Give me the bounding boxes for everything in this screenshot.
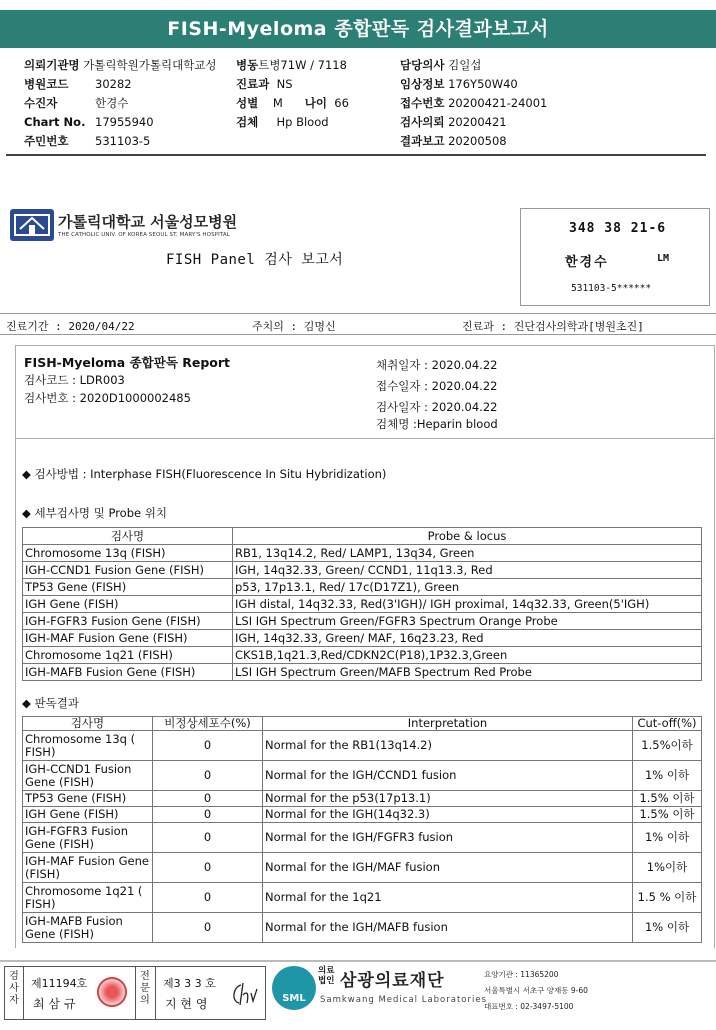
specimen-label: 검체 [236, 115, 259, 129]
test-code: 검사코드 : LDR003 [24, 373, 125, 387]
report-title: FISH-Myeloma 종합판독 Report [24, 355, 231, 370]
table-row: IGH-MAFB Fusion Gene (FISH) LSI IGH Spectrum Green/MAFB Spectrum Red Probe [23, 664, 702, 681]
footer-rule [0, 960, 716, 962]
method-line: ◆ 검사방법 : Interphase FISH(Fluorescence In Situ Hybridization) [22, 467, 387, 481]
hospital-logo [10, 209, 54, 241]
id-name: 한경수 [565, 255, 609, 270]
info-col3 [400, 56, 547, 151]
sex-value: M [272, 96, 283, 110]
table-row: IGH-FGFR3 Fusion Gene (FISH) 0 Normal for the IGH/FGFR3 fusion 1% 이하 [23, 823, 702, 853]
signature-icon [227, 979, 259, 1009]
tester-number: 제11194호 [31, 977, 88, 990]
patient-value: 한경수 [95, 96, 129, 110]
table-row: Chromosome 13q ( FISH) 0 Normal for the RB1(13q14.2) 1.5%이하 [23, 731, 702, 761]
hospital-name-en: THE CATHOLIC UNIV. OF KOREA SEOUL ST. MARY'S HOSPITAL [58, 232, 230, 238]
test-number: 검사번호 : 2020D1000002485 [24, 391, 191, 405]
table-row: IGH-MAF Fusion Gene (FISH) IGH, 14q32.33, Green/ MAF, 16q23.23, Red [23, 630, 702, 647]
table-row: IGH-MAF Fusion Gene (FISH) 0 Normal for the IGH/MAF fusion 1%이하 [23, 853, 702, 883]
visit-attending: 주치의 : 김명신 [252, 320, 336, 333]
institution-value: 가톨릭학원가톨릭대학교성 [83, 58, 217, 72]
result-header-abnormal: 비정상세포수(%) [153, 717, 263, 731]
info-divider [6, 154, 706, 156]
sign-divider [23, 967, 24, 1019]
dept-value: NS [276, 77, 293, 91]
rrn-label: 주민번호 [24, 134, 69, 148]
table-row: Chromosome 13q (FISH) RB1, 13q14.2, Red/ LAMP1, 13q34, Green [23, 545, 702, 562]
result-header-interpretation: Interpretation [263, 717, 633, 731]
report-label: 결과보고 [400, 134, 445, 148]
probe-section-title: ◆ 세부검사명 및 Probe 위치 [22, 506, 167, 520]
id-tag: LM [657, 253, 670, 264]
chart-value: 17955940 [95, 115, 154, 129]
report-head-rule [15, 438, 715, 439]
probe-table [22, 527, 702, 681]
seal-stamp-icon [97, 977, 127, 1007]
sign-divider [135, 967, 136, 1019]
table-row: TP53 Gene (FISH) p53, 17p13.1, Red/ 17c(D17Z1), Green [23, 579, 702, 596]
accession-value: 20200421-24001 [448, 96, 548, 110]
collected-date: 채취일자 : 2020.04.22 [376, 358, 498, 372]
info-col2 [236, 56, 349, 132]
code-value: 30282 [95, 77, 132, 91]
info-col1-values [95, 75, 154, 151]
result-table [22, 716, 702, 943]
table-row: Chromosome 1q21 ( FISH) 0 Normal for the 1q21 1.5 % 이하 [23, 883, 702, 913]
received-date: 접수일자 : 2020.04.22 [376, 379, 498, 393]
id-rrn: 531103-5****** [571, 283, 652, 294]
tested-date: 검사일자 : 2020.04.22 [376, 400, 498, 414]
sex-label: 성별 [236, 96, 259, 110]
table-row: IGH Gene (FISH) IGH distal, 14q32.33, Red(3'IGH)/ IGH proximal, 14q32.33, Green(5'IGH) [23, 596, 702, 613]
result-header-test: 검사명 [23, 717, 153, 731]
sml-logo: SML [272, 966, 316, 1010]
table-row: IGH Gene (FISH) 0 Normal for the IGH(14q32.3) 1.5% 이하 [23, 807, 702, 823]
id-line1: 348 38 21-6 [569, 221, 667, 236]
ward-label: 병동 [236, 58, 259, 72]
org-phone: 대표번호 : 02-3497-5100 [484, 1002, 574, 1011]
report-banner: FISH-Myeloma 종합판독 검사결과보고서 [0, 10, 716, 48]
table-row: Chromosome 1q21 (FISH) CKS1B,1q21.3,Red/CDKN2C(P18),1P32.3,Green [23, 647, 702, 664]
age-value: 66 [334, 96, 349, 110]
doctor-value: 김일섭 [448, 58, 482, 72]
request-value: 20200421 [448, 115, 507, 129]
visit-top-rule [0, 313, 716, 314]
patient-id-box [520, 208, 710, 306]
rrn-value: 531103-5 [95, 134, 151, 148]
table-row: IGH-CCND1 Fusion Gene (FISH) 0 Normal for the IGH/CCND1 fusion 1% 이하 [23, 761, 702, 791]
age-label: 나이 [304, 96, 327, 110]
reviewer-number: 제3 3 3 호 [163, 977, 216, 990]
org-prefix: 의료법인 [318, 966, 335, 986]
request-label: 검사의뢰 [400, 115, 445, 129]
table-row: IGH-MAFB Fusion Gene (FISH) 0 Normal for the IGH/MAFB fusion 1% 이하 [23, 913, 702, 943]
tester-name: 최 삼 규 [33, 997, 76, 1011]
visit-period: 진료기간 : 2020/04/22 [6, 320, 135, 333]
report-value: 20200508 [448, 134, 507, 148]
panel-title: FISH Panel 검사 보고서 [166, 252, 344, 268]
patient-label: 수진자 [24, 96, 58, 110]
dept-label: 진료과 [236, 77, 270, 91]
org-address: 서울특별시 서초구 양재동 9-60 [484, 986, 588, 995]
org-name-en: Samkwang Medical Laboratories [320, 995, 488, 1005]
probe-header-test: 검사명 [23, 528, 233, 545]
result-header-cutoff: Cut-off(%) [633, 717, 702, 731]
specimen-name: 검체명 :Heparin blood [376, 417, 498, 431]
ward-value: 트병71W / 7118 [258, 58, 347, 72]
probe-header-locus: Probe & locus [233, 528, 702, 545]
clinical-label: 임상정보 [400, 77, 445, 91]
result-section-title: ◆ 판독결과 [22, 696, 79, 710]
institution-label: 의뢰기관명 [24, 58, 80, 72]
clinical-value: 176Y50W40 [448, 77, 518, 91]
table-row: TP53 Gene (FISH) 0 Normal for the p53(17p13.1) 1.5% 이하 [23, 791, 702, 807]
chart-label: Chart No. [24, 115, 86, 129]
specimen-value: Hp Blood [276, 115, 329, 129]
sign-divider [155, 967, 156, 1019]
table-row: IGH-CCND1 Fusion Gene (FISH) IGH, 14q32.33, Green/ CCND1, 11q13.3, Red [23, 562, 702, 579]
tester-label: 검사자 [9, 971, 19, 1006]
accession-label: 접수번호 [400, 96, 445, 110]
org-name: 삼광의료재단 [340, 971, 445, 991]
doctor-label: 담당의사 [400, 58, 445, 72]
reviewer-label: 전문의 [140, 971, 150, 1006]
org-code: 요양기관 : 11365200 [484, 970, 559, 979]
hospital-name: 가톨릭대학교 서울성모병원 [58, 213, 238, 231]
visit-bottom-rule [0, 334, 716, 335]
code-label: 병원코드 [24, 77, 69, 91]
reviewer-name: 지 현 영 [165, 997, 208, 1011]
signature-box [4, 966, 266, 1020]
table-row: IGH-FGFR3 Fusion Gene (FISH) LSI IGH Spectrum Green/FGFR3 Spectrum Orange Probe [23, 613, 702, 630]
visit-dept: 진료과 : 진단검사의학과[병원초진] [462, 320, 644, 333]
